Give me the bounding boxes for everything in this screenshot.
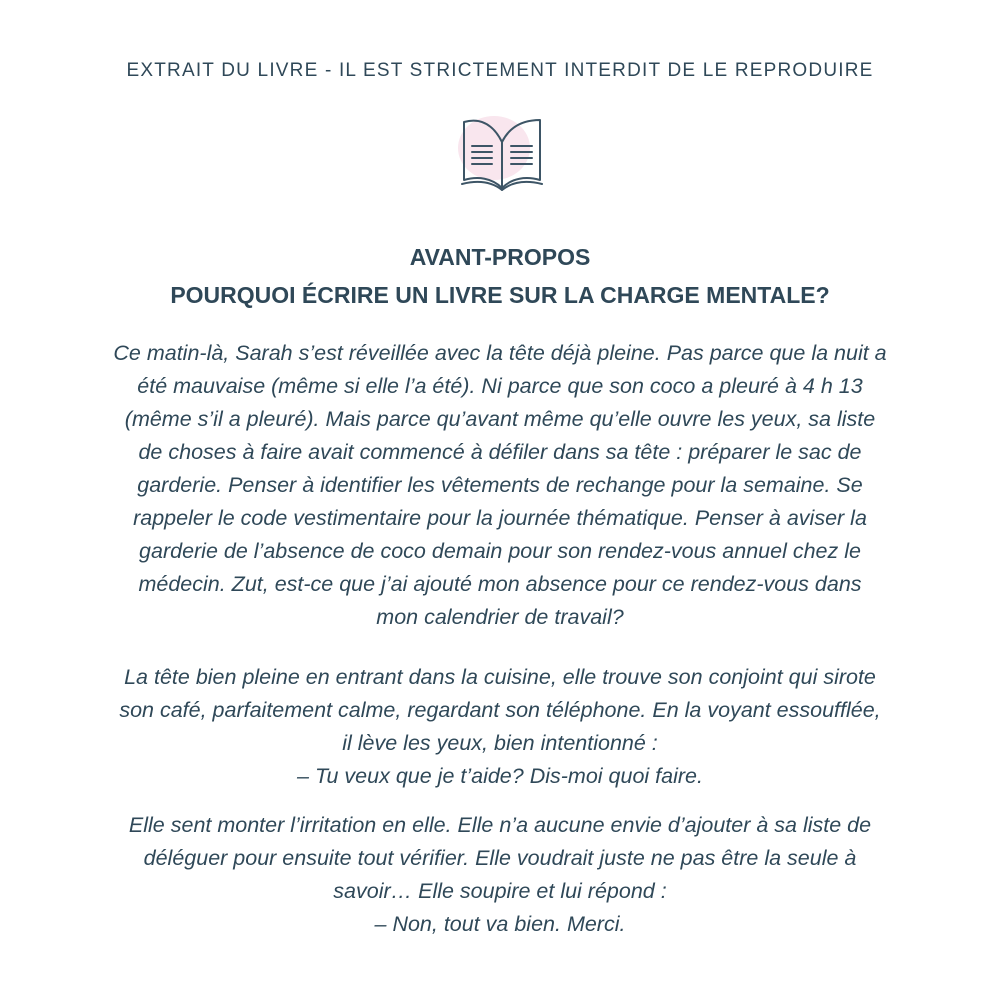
paragraph-line: garderie. Penser à identifier les vêtements de rechange pour la semaine. Se [137, 473, 863, 497]
heading-line-1: AVANT-PROPOS [409, 244, 591, 270]
dialogue-line: – Tu veux que je t’aide? Dis-moi quoi faire. [297, 764, 703, 788]
paragraph-line: rappeler le code vestimentaire pour la journée thématique. Penser à aviser la [133, 506, 867, 530]
paragraph-line: de choses à faire avait commencé à défiler dans sa tête : préparer le sac de [138, 440, 862, 464]
pink-blob-background [458, 116, 530, 180]
dialogue-line: – Non, tout va bien. Merci. [374, 912, 626, 936]
heading-line-2: POURQUOI ÉCRIRE UN LIVRE SUR LA CHARGE MENTALE? [170, 282, 830, 308]
paragraph-line: déléguer pour ensuite tout vérifier. Elle voudrait juste ne pas être la seule à [143, 846, 857, 870]
paragraph-line: été mauvaise (même si elle l’a été). Ni parce que son coco a pleuré à 4 h 13 [137, 374, 863, 398]
paragraph-line: médecin. Zut, est-ce que j’ai ajouté mon absence pour ce rendez-vous dans [138, 572, 862, 596]
paragraph-line: Elle sent monter l’irritation en elle. Elle n’a aucune envie d’ajouter à sa liste de [128, 813, 872, 837]
paragraph-line: savoir… Elle soupire et lui répond : [333, 879, 667, 903]
paragraph-line: (même s’il a pleuré). Mais parce qu’avant même qu’elle ouvre les yeux, sa liste [124, 407, 876, 431]
copyright-notice: EXTRAIT DU LIVRE - IL EST STRICTEMENT INTERDIT DE LE REPRODUIRE [126, 60, 874, 81]
paragraph-line: son café, parfaitement calme, regardant son téléphone. En la voyant essoufflée, [119, 698, 881, 722]
chapter-heading [0, 238, 1000, 314]
paragraph-line: garderie de l’absence de coco demain pour son rendez-vous annuel chez le [139, 539, 861, 563]
paragraph-line: Ce matin-là, Sarah s’est réveillée avec la tête déjà pleine. Pas parce que la nuit a [113, 341, 887, 365]
paragraph-1 [50, 337, 950, 634]
paragraph-2 [50, 661, 950, 793]
paragraph-3 [50, 809, 950, 941]
paragraph-line: La tête bien pleine en entrant dans la cuisine, elle trouve son conjoint qui sirote [124, 665, 876, 689]
paragraph-line: il lève les yeux, bien intentionné : [342, 731, 658, 755]
paragraph-line: mon calendrier de travail? [376, 605, 624, 629]
open-book-icon [452, 112, 552, 196]
